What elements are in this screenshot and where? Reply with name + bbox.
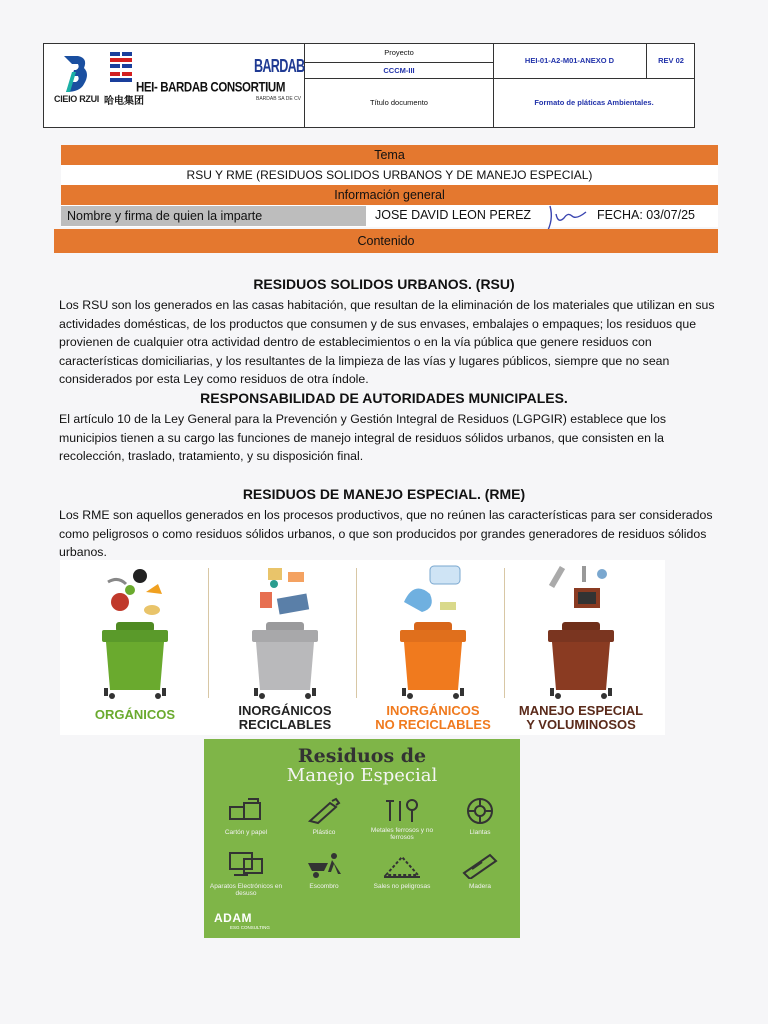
non-recyclable-waste-icon <box>396 562 470 622</box>
poster-item-label: Sales no peligrosas <box>373 883 431 890</box>
organic-waste-icon <box>100 562 170 622</box>
fecha: FECHA: 03/07/25 <box>597 208 695 222</box>
poster-item-label: Madera <box>468 883 492 890</box>
consortium-name: HEI- BARDAB CONSORTIUM <box>136 80 285 96</box>
nombre-value: JOSE DAVID LEON PEREZ <box>375 208 532 222</box>
bin-inorganicos-reciclables <box>210 560 360 735</box>
orange-bin-icon <box>396 622 470 700</box>
document-header-table <box>43 43 695 128</box>
poster-item-label: Aparatos Electrónicos en desuso <box>209 883 283 897</box>
logo-cell <box>44 44 305 127</box>
bin-inorganicos-no-reciclables <box>358 560 508 735</box>
adam-logo-subtext: ESG CONSULTING <box>230 925 270 930</box>
bin-label-line2: Y VOLUMINOSOS <box>526 717 636 732</box>
rme-paragraph: Los RME son aquellos generados en los procesos productivos, que no reúnen las características para ser considerados como peligrosos o como residuos sólidos urbanos, o que son producidos por grandes generadores de residuos sólidos urbanos. <box>59 508 713 559</box>
poster-item-label: Llantas <box>469 829 491 836</box>
cieio-logo-text: CIEIO RZUI <box>54 94 100 104</box>
b-logo-icon <box>56 52 92 96</box>
titulo-value: Formato de pláticas Ambientales. <box>534 98 654 107</box>
rsu-title: RESIDUOS SOLIDOS URBANOS. (RSU) <box>253 276 515 292</box>
poster-item-label: Metales ferrosos y no ferrosos <box>370 827 434 841</box>
nombre-label: Nombre y firma de quien la imparte <box>61 206 366 226</box>
poster-item-label: Escombro <box>309 883 339 890</box>
bardab-logo-subtext: BARDAB SA DE CV <box>256 96 302 102</box>
proyecto-value: CCCM-III <box>383 66 415 75</box>
bin-label-line2: NO RECICLABLES <box>375 717 491 732</box>
tire-icon <box>460 797 500 825</box>
poster-title-line2: Manejo Especial <box>286 765 438 786</box>
green-bin-icon <box>98 622 172 700</box>
he-logo-text: 哈电集团 <box>104 96 144 107</box>
bin-label-organicos <box>60 708 210 722</box>
rme-title: RESIDUOS DE MANEJO ESPECIAL. (RME) <box>242 486 526 502</box>
poster-title-line1: Residuos de <box>297 745 427 767</box>
he-logo-icon <box>108 50 134 90</box>
bin-label-line1: MANEJO ESPECIAL <box>518 703 644 718</box>
bottle-icon <box>304 797 344 825</box>
wood-plank-icon <box>460 851 500 879</box>
poster-item-label: Plástico <box>312 829 336 836</box>
special-waste-poster <box>204 739 520 938</box>
proyecto-label: Proyecto <box>384 48 414 57</box>
bin-organicos <box>60 560 210 735</box>
special-waste-icon <box>544 560 618 622</box>
salt-pile-icon <box>382 851 422 879</box>
revision-number: REV 02 <box>658 56 684 65</box>
bin-label-manejo-especial <box>506 704 656 732</box>
waste-bins-illustration <box>60 560 665 735</box>
tema-label: Tema <box>61 145 718 165</box>
document-code: HEI-01-A2-M01-ANEXO D <box>524 56 615 65</box>
bin-label-line1: INORGÁNICOS <box>238 703 332 718</box>
bin-label-line1: ORGÁNICOS <box>94 707 176 722</box>
bin-label-line1: INORGÁNICOS <box>386 703 480 718</box>
responsabilidad-paragraph: El artículo 10 de la Ley General para la Prevención y Gestión Integral de Residuos (LGPGIR) establece que los municipios tienen a su cargo las funciones de manejo integral de residuos sólidos urbanos, que consisten en la recolección, traslado, tratamiento, y su disposición final. <box>59 412 666 463</box>
bardab-logo-text: BARDAB <box>254 56 305 76</box>
contenido-label: Contenido <box>54 229 718 253</box>
responsabilidad-title: RESPONSABILIDAD DE AUTORIDADES MUNICIPALES. <box>200 390 568 406</box>
wheelbarrow-icon <box>304 851 344 879</box>
bin-label-inorganicos-reciclables <box>210 704 360 732</box>
gray-bin-icon <box>248 622 322 700</box>
adam-logo: ADAM <box>214 911 252 925</box>
boxes-icon <box>226 797 266 825</box>
recyclable-waste-icon <box>248 562 322 622</box>
brown-bin-icon <box>544 622 618 700</box>
tools-icon <box>382 797 422 825</box>
electronics-icon <box>226 851 266 879</box>
titulo-label: Título documento <box>370 98 428 107</box>
bin-label-inorganicos-no-reciclables <box>358 704 508 732</box>
poster-item-label: Cartón y papel <box>224 829 268 836</box>
informacion-general-label: Información general <box>61 185 718 205</box>
rsu-paragraph: Los RSU son los generados en las casas habitación, que resultan de la eliminación de los materiales que utilizan en sus actividades domésticas, de los productos que consumen y de sus envases, embalajes o empaques; los residuos que provienen de cualquier otra actividad dentro de establecimientos o en la vía pública que genere residuos con características domiciliarias, y los resultantes de la limpieza de las vías y lugares públicos, siempre que no sean considerados por esta Ley como residuos de otra índole. <box>59 298 715 386</box>
bin-label-line2: RECICLABLES <box>238 717 332 732</box>
bin-manejo-especial <box>506 560 656 735</box>
tema-value: RSU Y RME (RESIDUOS SOLIDOS URBANOS Y DE MANEJO ESPECIAL) <box>61 165 718 185</box>
